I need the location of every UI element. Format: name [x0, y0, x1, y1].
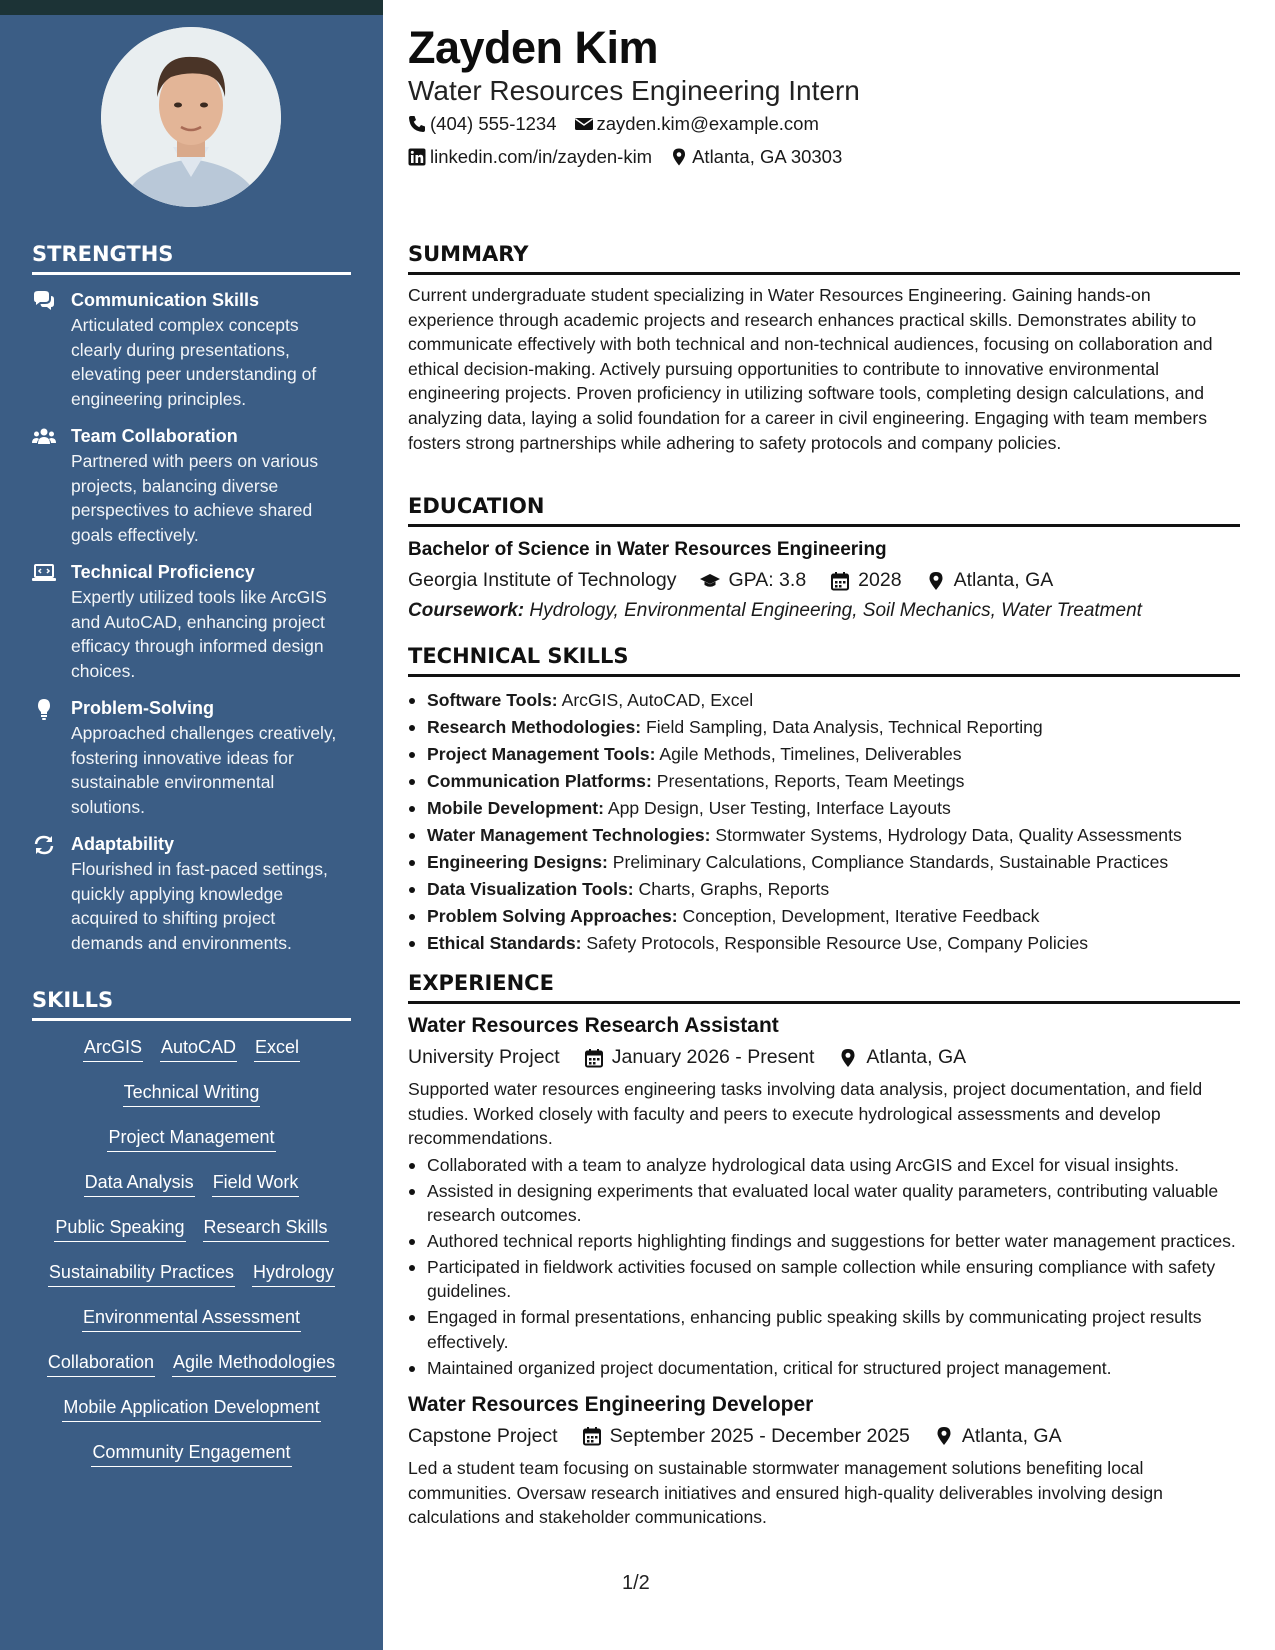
job-dates: September 2025 - December 2025: [609, 1424, 910, 1447]
contact-row: [408, 113, 819, 135]
calendar-icon: [582, 1426, 602, 1446]
list-item: Software Tools: ArcGIS, AutoCAD, Excel: [408, 687, 1240, 714]
education-heading: EDUCATION: [408, 494, 1240, 527]
envelope-icon: [575, 115, 593, 133]
strength-title: Communication Skills: [71, 290, 260, 310]
job-bullets: [408, 1153, 1240, 1380]
list-item: Ethical Standards: Safety Protocols, Responsible Resource Use, Company Policies: [408, 930, 1240, 957]
job-summary: Supported water resources engineering tasks involving data analysis, project documentation, and field studies. Worked closely with faculty and peers to execute hydrological assessments and develop recommendations.: [408, 1079, 1203, 1149]
education-meta: [408, 569, 1240, 592]
list-item: Project Management Tools: Agile Methods, Timelines, Deliverables: [408, 741, 1240, 768]
laptop-code-icon: [32, 562, 56, 584]
linkedin-icon: [408, 148, 426, 166]
skill-chip: Environmental Assessment: [82, 1306, 301, 1332]
degree-title: Bachelor of Science in Water Resources Engineering: [408, 539, 887, 560]
skills-heading: SKILLS: [32, 988, 351, 1021]
skill-chip: Agile Methodologies: [172, 1351, 336, 1377]
school-name: Georgia Institute of Technology: [408, 569, 677, 591]
job-meta: [408, 1425, 1240, 1448]
job-dates: January 2026 - Present: [611, 1046, 815, 1068]
summary-text: Current undergraduate student specializing in Water Resources Engineering. Gaining hands-on experience through academic projects and research enhances practical skills. Demonstrates ability to communicate effectively with both technical and non-technical audiences, focusing on collaboration and ethical decision-making. Actively pursuing opportunities to contribute to innovative environmental engineering projects. Proven proficiency in utilizing software tools, completing design calculations, and analyzing data, laying a solid foundation for a career in civil engineering. Engaging with team members fosters strong partnerships while adhering to safety protocols and company policies.: [408, 285, 1213, 453]
job-meta: [408, 1046, 1240, 1069]
sync-icon: [32, 834, 56, 856]
list-item: Data Visualization Tools: Charts, Graphs, Reports: [408, 876, 1240, 903]
sidebar: [0, 0, 383, 1650]
summary-section: [408, 242, 1240, 455]
strength-description: Articulated complex concepts clearly during presentations, elevating peer understanding of engineering principles.: [71, 315, 317, 409]
job-organization: University Project: [408, 1046, 560, 1068]
strength-item: [32, 833, 351, 955]
avatar-portrait: [101, 27, 281, 207]
skill-chip: Research Skills: [203, 1216, 329, 1242]
location-text: Atlanta, GA 30303: [692, 146, 843, 167]
strengths-heading: STRENGTHS: [32, 242, 351, 275]
technical-skills-list: [408, 687, 1240, 957]
skill-chip: Sustainability Practices: [48, 1261, 235, 1287]
skill-chip: Collaboration: [47, 1351, 155, 1377]
job-summary: Led a student team focusing on sustainable stormwater management solutions benefiting local communities. Oversaw research initiatives and ensured high-quality deliverables involving design calculations and stakeholder communications.: [408, 1457, 1163, 1528]
technical-skills-section: [408, 644, 1240, 957]
candidate-name: Zayden Kim: [408, 22, 659, 73]
strength-description: Expertly utilized tools like ArcGIS and AutoCAD, enhancing project efficacy through informed design choices.: [71, 587, 327, 681]
users-icon: [32, 426, 56, 448]
list-item: Mobile Development: App Design, User Testing, Interface Layouts: [408, 795, 1240, 822]
phone-number[interactable]: (404) 555-1234: [430, 113, 557, 134]
calendar-icon: [584, 1048, 604, 1068]
strength-title: Team Collaboration: [71, 426, 238, 446]
skill-chip: Community Engagement: [91, 1441, 291, 1467]
skill-chip: Mobile Application Development: [62, 1396, 320, 1422]
list-item: Water Management Technologies: Stormwater Systems, Hydrology Data, Quality Assessments: [408, 822, 1240, 849]
list-item: Assisted in designing experiments that evaluated local water quality parameters, contributing valuable research outcomes.: [408, 1179, 1240, 1228]
summary-heading: SUMMARY: [408, 242, 1240, 275]
list-item: Communication Platforms: Presentations, Reports, Team Meetings: [408, 768, 1240, 795]
coursework-list: Hydrology, Environmental Engineering, Soil Mechanics, Water Treatment: [529, 600, 1142, 621]
job-title: Water Resources Research Assistant: [408, 1014, 779, 1037]
list-item: Engaged in formal presentations, enhancing public speaking skills by communicating project results effectively.: [408, 1305, 1240, 1354]
list-item: Maintained organized project documentation, critical for structured project management.: [408, 1356, 1240, 1380]
skill-chip: Hydrology: [252, 1261, 335, 1287]
list-item: Engineering Designs: Preliminary Calculations, Compliance Standards, Sustainable Practices: [408, 849, 1240, 876]
education-location: Atlanta, GA: [953, 569, 1054, 591]
list-item: Collaborated with a team to analyze hydrological data using ArcGIS and Excel for visual insights.: [408, 1153, 1240, 1177]
experience-section: [408, 971, 1240, 1530]
list-item: Participated in fieldwork activities focused on sample collection while ensuring compliance with safety guidelines.: [408, 1255, 1240, 1304]
candidate-role: Water Resources Engineering Intern: [408, 75, 860, 106]
skill-chip: Excel: [254, 1036, 300, 1062]
job-organization: Capstone Project: [408, 1424, 558, 1447]
skill-chip: Public Speaking: [54, 1216, 185, 1242]
map-marker-icon: [670, 148, 688, 166]
strengths-section: [32, 242, 351, 955]
strength-item: [32, 561, 351, 683]
strength-description: Approached challenges creatively, fostering innovative ideas for sustainable environmental solutions.: [71, 723, 337, 817]
calendar-icon: [830, 571, 850, 591]
strength-description: Partnered with peers on various projects, balancing diverse perspectives to achieve shared goals effectively.: [71, 451, 319, 545]
avatar: [101, 27, 281, 207]
list-item: Problem Solving Approaches: Conception, Development, Iterative Feedback: [408, 903, 1240, 930]
skills-section: [32, 988, 351, 1483]
list-item: Research Methodologies: Field Sampling, Data Analysis, Technical Reporting: [408, 714, 1240, 741]
comments-icon: [32, 290, 56, 312]
skills-list: [32, 1033, 351, 1483]
map-marker-icon: [926, 571, 946, 591]
linkedin-link[interactable]: linkedin.com/in/zayden-kim: [430, 146, 653, 167]
phone-icon: [408, 115, 426, 133]
education-section: [408, 494, 1240, 622]
skill-chip: Data Analysis: [84, 1171, 195, 1197]
map-marker-icon: [838, 1048, 858, 1068]
strength-title: Technical Proficiency: [71, 562, 255, 582]
skill-chip: AutoCAD: [160, 1036, 237, 1062]
list-item: Authored technical reports highlighting findings and suggestions for better water management practices.: [408, 1229, 1240, 1253]
skill-chip: Field Work: [212, 1171, 300, 1197]
technical-skills-heading: TECHNICAL SKILLS: [408, 644, 1240, 677]
strength-title: Problem-Solving: [71, 698, 215, 718]
coursework-line: [408, 600, 1240, 622]
sidebar-top-bar: [0, 0, 383, 15]
graduation-cap-icon: [700, 571, 720, 591]
skill-chip: Technical Writing: [123, 1081, 261, 1107]
strength-item: [32, 289, 351, 411]
strength-item: [32, 425, 351, 547]
strength-item: [32, 697, 351, 819]
skill-chip: Project Management: [107, 1126, 275, 1152]
graduation-year: 2028: [858, 569, 902, 591]
page-number: 1/2: [622, 1572, 650, 1594]
job-location: Atlanta, GA: [961, 1424, 1062, 1447]
job-location: Atlanta, GA: [866, 1046, 967, 1068]
email-link[interactable]: zayden.kim@example.com: [596, 113, 819, 134]
contact-row: [408, 146, 842, 168]
gpa-text: GPA: 3.8: [728, 569, 807, 591]
job-title: Water Resources Engineering Developer: [408, 1392, 814, 1416]
map-marker-icon: [934, 1426, 954, 1446]
strength-description: Flourished in fast-paced settings, quickly applying knowledge acquired to shifting project demands and environments.: [71, 859, 328, 953]
coursework-label: Coursework:: [408, 600, 525, 621]
strength-title: Adaptability: [71, 834, 175, 854]
skill-chip: ArcGIS: [83, 1036, 143, 1062]
experience-heading: EXPERIENCE: [408, 971, 1240, 1004]
lightbulb-icon: [32, 698, 56, 720]
